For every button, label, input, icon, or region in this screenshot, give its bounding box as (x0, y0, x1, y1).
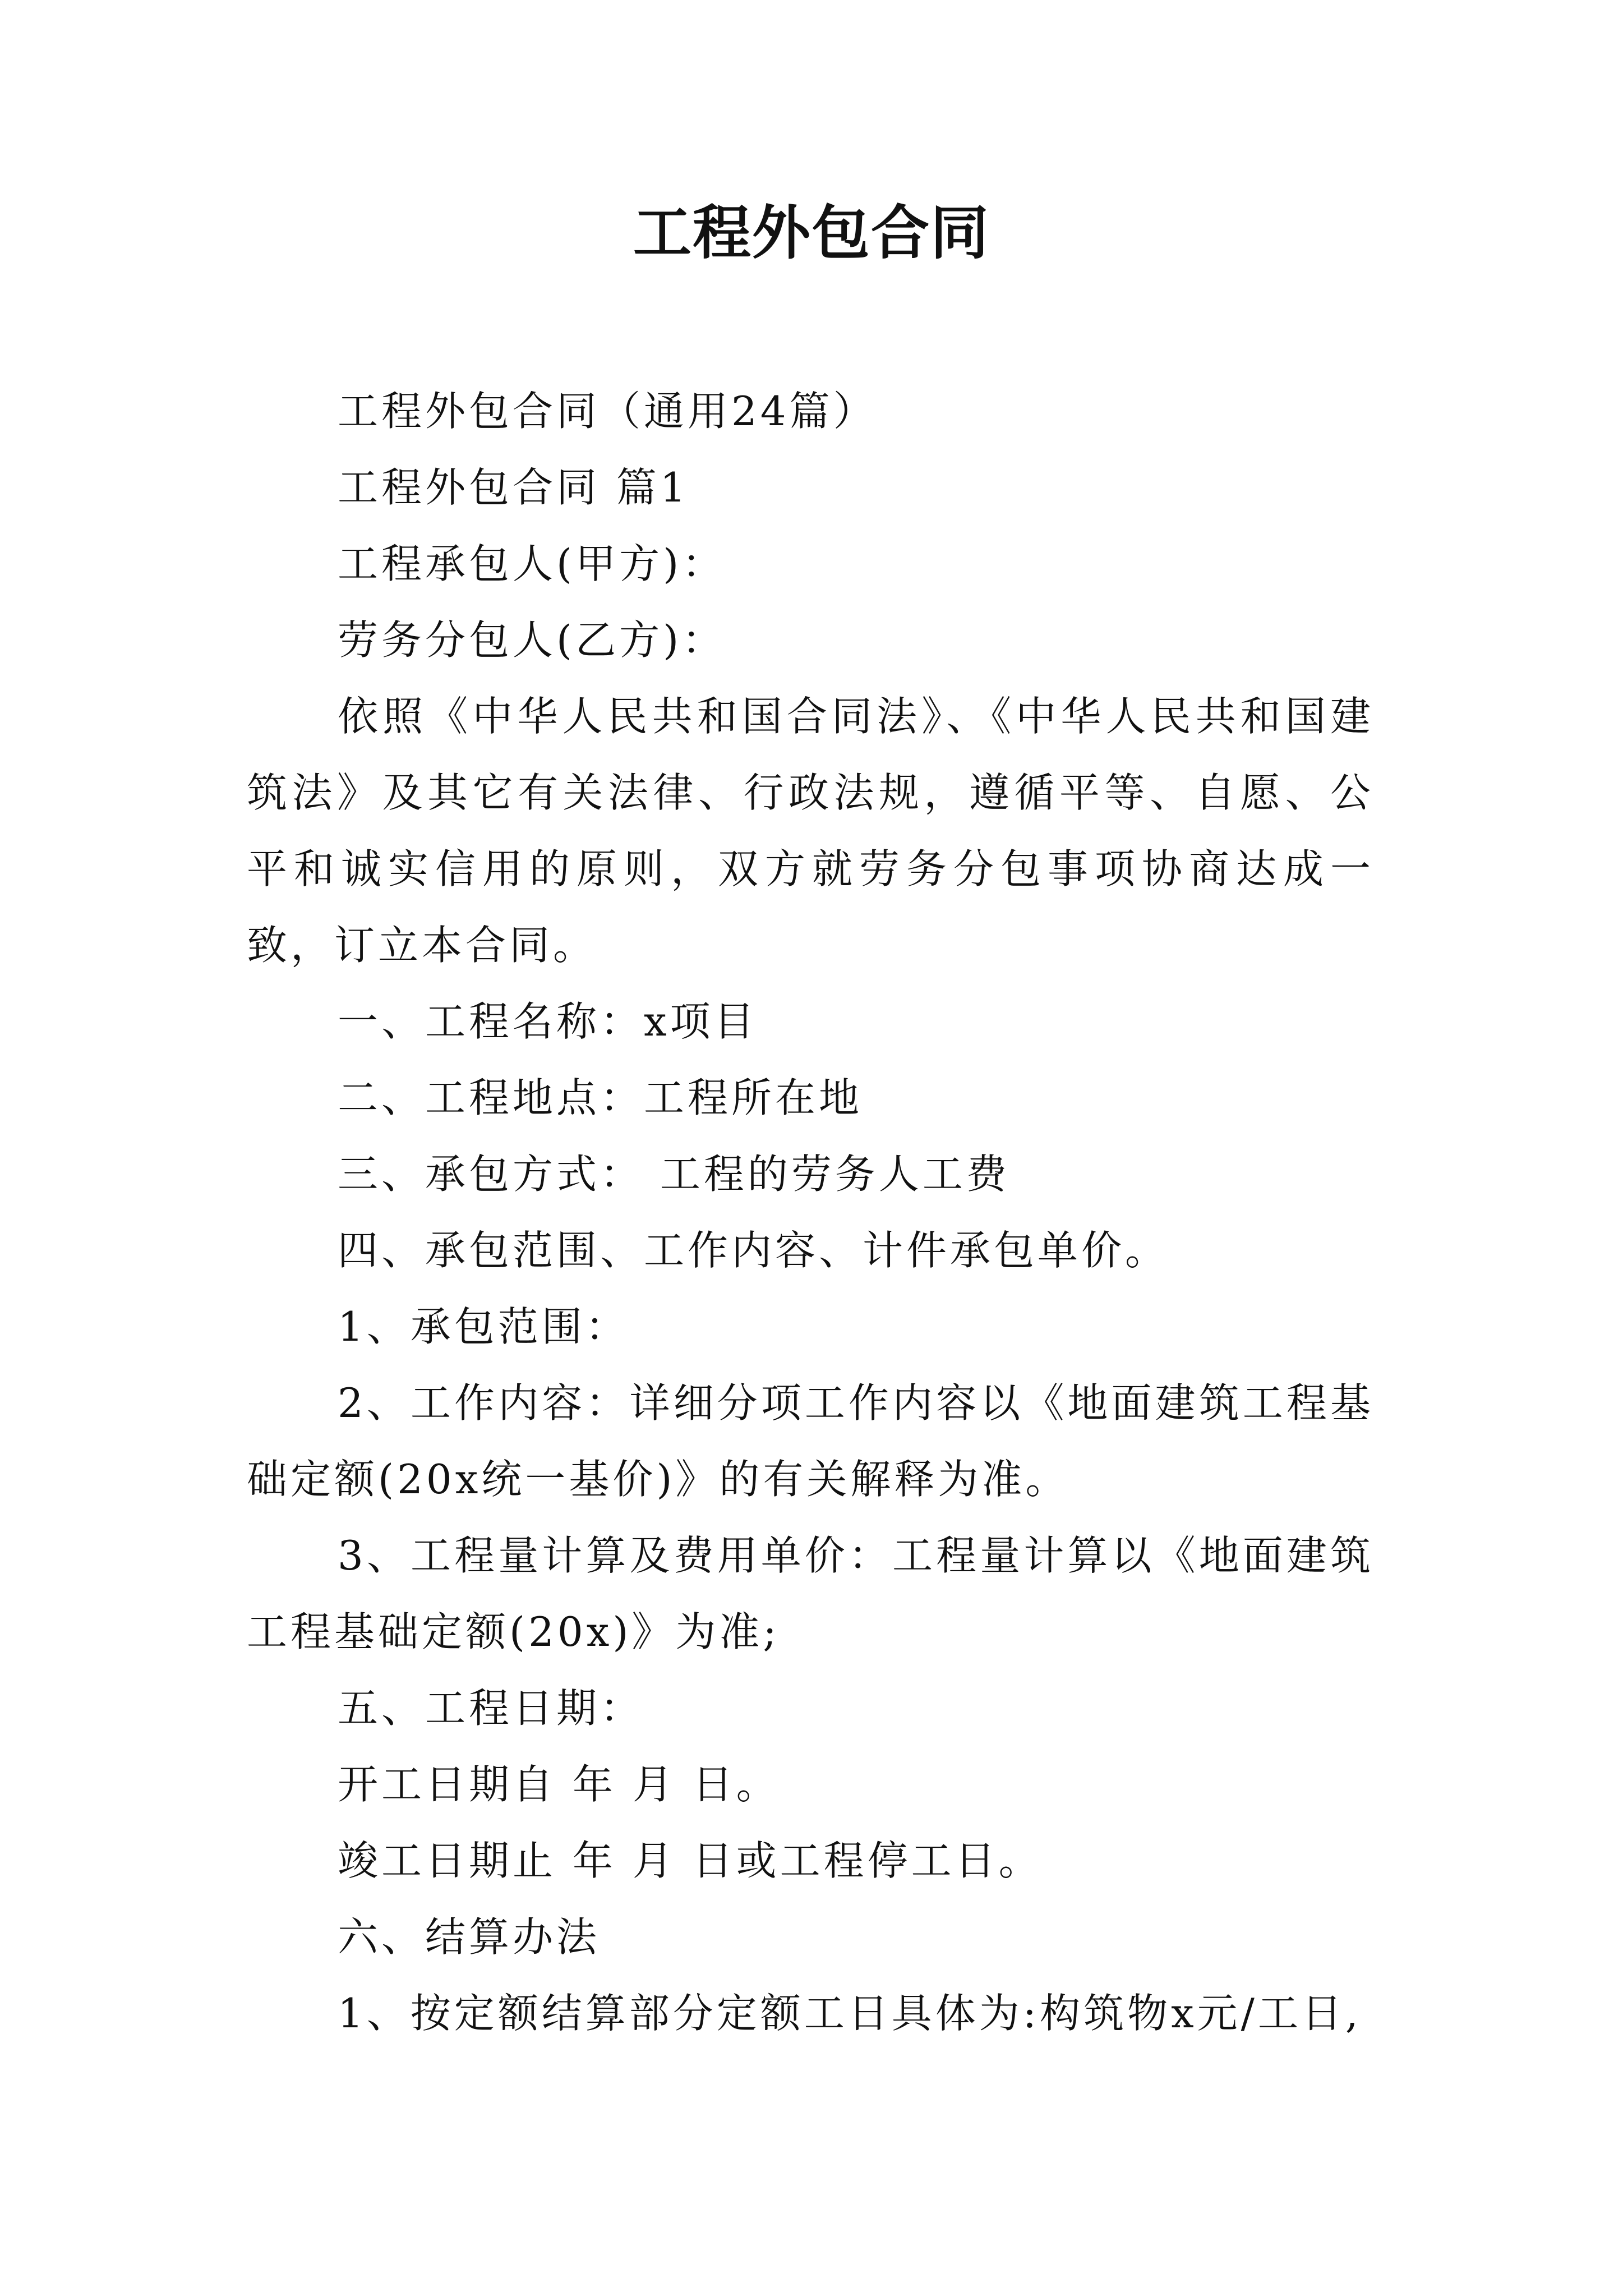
paragraph-contract-method: 三、承包方式： 工程的劳务人工费 (338, 1151, 1010, 1198)
paragraph-scope: 1、承包范围： (338, 1303, 629, 1350)
paragraph-preamble: 依照《中华人民共和国合同法》、《中华人民共和国建筑法》及其它有关法律、行政法规，遵循平等、自愿、公平和诚实信用的原则，双方就劳务分包事项协商达成一致，订立本合同。 (247, 693, 1374, 969)
paragraph-project-name: 一、工程名称：x项目 (338, 998, 758, 1045)
paragraph-settlement-heading: 六、结算办法 (338, 1913, 601, 1961)
paragraph-subtitle: 工程外包合同（通用24篇） (338, 388, 877, 435)
paragraph-scope-heading: 四、承包范围、工作内容、计件承包单价。 (338, 1227, 1169, 1274)
paragraph-start-date: 开工日期自 年 月 日。 (338, 1761, 780, 1808)
paragraph-party-b: 劳务分包人(乙方)： (338, 616, 726, 664)
paragraph-project-location: 二、工程地点：工程所在地 (338, 1074, 863, 1121)
paragraph-party-a: 工程承包人(甲方)： (338, 540, 726, 587)
paragraph-work-content: 2、工作内容：详细分项工作内容以《地面建筑工程基础定额(20x统一基价)》的有关解释为准。 (247, 1379, 1374, 1503)
paragraph-end-date: 竣工日期止 年 月 日或工程停工日。 (338, 1837, 1043, 1884)
paragraph-settlement-item-1: 1、按定额结算部分定额工日具体为:构筑物x元/工日, (338, 1990, 1362, 2037)
document-title: 工程外包合同 (633, 199, 990, 267)
document-body (247, 373, 1374, 2051)
paragraph-quantity-pricing: 3、工程量计算及费用单价：工程量计算以《地面建筑工程基础定额(20x)》为准; (247, 1532, 1374, 1655)
paragraph-part-heading: 工程外包合同 篇1 (338, 464, 689, 511)
paragraph-schedule-heading: 五、工程日期： (338, 1685, 644, 1732)
